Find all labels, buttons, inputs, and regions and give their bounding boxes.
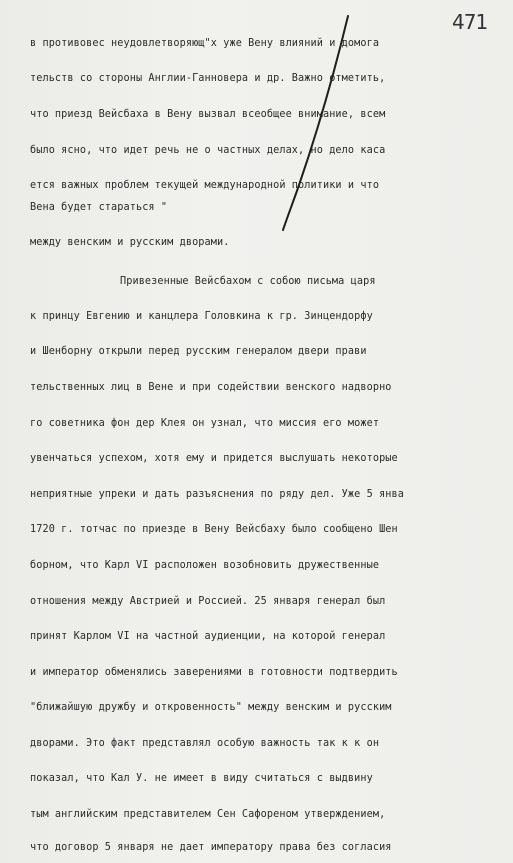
text-line: к принцу Евгению и канцлера Головкина к гр. Зинцендорфу <box>30 311 373 322</box>
text-line: и император обменялись заверениями в готовности подтвердить <box>30 667 398 678</box>
text-line: Привезенные Вейсбахом с собою письма царя <box>120 276 376 287</box>
text-line: что договор 5 января не дает императору права без согласия <box>30 842 392 853</box>
text-line: было ясно, что идет речь не о частных делах, но дело каса <box>30 145 386 156</box>
page-number: 471 <box>452 10 488 34</box>
text-line: показал, что Кал У. не имеет в виду считаться с выдвину <box>30 773 373 784</box>
text-line: го советника фон дер Клея он узнал, что миссия его может <box>30 418 380 429</box>
text-line: тельственных лиц в Вене и при содействии венского надворно <box>30 382 392 393</box>
text-line: "ближайшую дружбу и откровенность" между венским и русским <box>30 702 392 713</box>
text-line: между венским и русским дворами. <box>30 237 230 248</box>
text-line: и Шенборну открыли перед русским генералом двери прави <box>30 346 367 357</box>
text-line: ется важных проблем текущей международной политики и что <box>30 180 380 191</box>
text-line: дворами. Это факт представлял особую важность так к к он <box>30 738 380 749</box>
text-line: тельств со стороны Англии-Ганновера и др. Важно отметить, <box>30 73 386 84</box>
text-line: неприятные упреки и дать разъяснения по ряду дел. Уже 5 янва <box>30 489 405 500</box>
text-line: принят Карлом VI на частной аудиенции, на которой генерал <box>30 631 386 642</box>
text-line: борном, что Карл VI расположен возобновить дружественные <box>30 560 380 571</box>
text-line: отношения между Австрией и Россией. 25 января генерал был <box>30 596 386 607</box>
text-line: 1720 г. тотчас по приезде в Вену Вейсбаху было сообщено Шен <box>30 524 398 535</box>
text-line: что приезд Вейсбаха в Вену вызвал всеобщее внимание, всем <box>30 109 386 120</box>
text-line: увенчаться успехом, хотя ему и придется выслушать некоторые <box>30 453 398 464</box>
text-line: тым английским представителем Сен Сафореном утверждением, <box>30 809 386 820</box>
text-line: в противовес неудовлетворяющ"х уже Вену влияний и домога <box>30 38 380 49</box>
text-line: Вена будет стараться " <box>30 202 168 213</box>
